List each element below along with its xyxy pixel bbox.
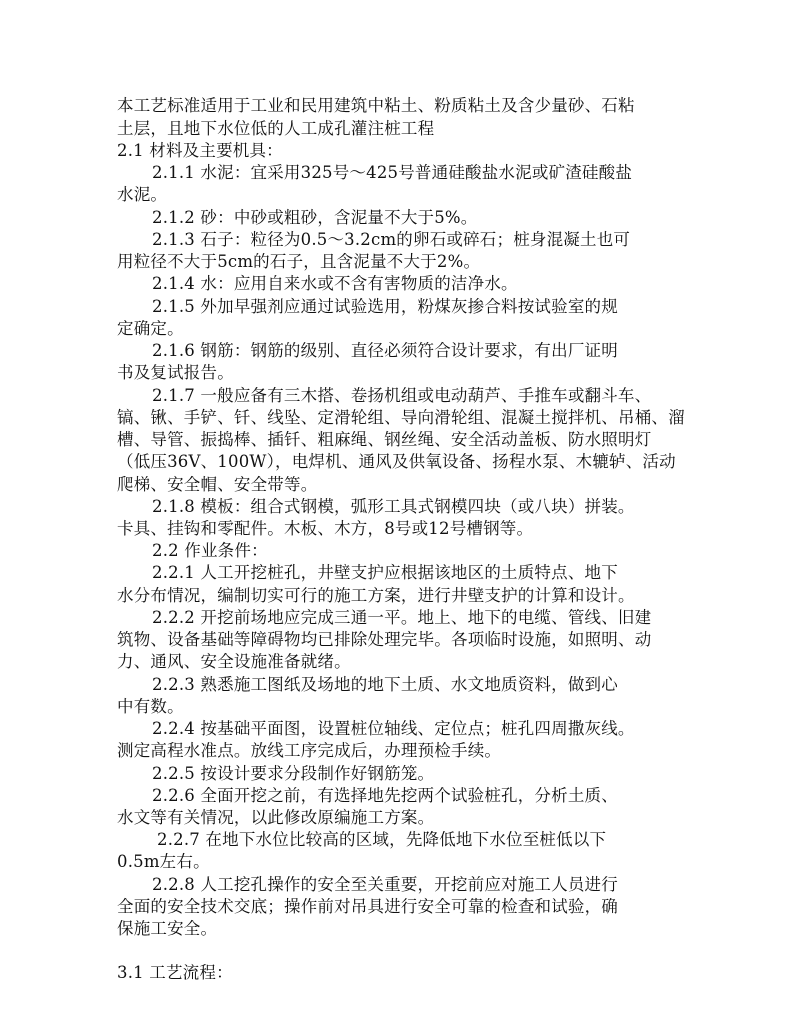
item-2-2-1-cont: 水分布情况，编制切实可行的施工方案，进行井壁支护的计算和设计。 [117, 586, 635, 605]
item-2-1-7-cont-3: （低压36V、100W），电焊机、通风及供氧设备、扬程水泵、木辘轳、活动 [117, 452, 676, 471]
item-2-2-5: 2.2.5 按设计要求分段制作好钢筋笼。 [152, 764, 435, 783]
item-2-1-8-cont: 卡具、挂钩和零配件。木板、木方，8号或12号槽钢等。 [117, 519, 534, 538]
item-2-2-6: 2.2.6 全面开挖之前，有选择地先挖两个试验桩孔，分析土质、 [152, 786, 618, 805]
item-2-1-6: 2.1.6 钢筋：钢筋的级别、直径必须符合设计要求，有出厂证明 [152, 341, 618, 360]
item-2-2-2-cont-2: 力、通风、安全设施准备就绪。 [117, 652, 351, 671]
section-2-2-heading: 2.2 作业条件： [152, 541, 268, 560]
item-2-1-4: 2.1.4 水：应用自来水或不含有害物质的洁净水。 [152, 274, 518, 293]
item-2-2-4-cont: 测定高程水准点。放线工序完成后，办理预检手续。 [117, 741, 502, 760]
item-2-1-3-cont: 用粒径不大于5cm的石子，且含泥量不大于2%。 [117, 252, 481, 271]
item-2-1-7-cont-1: 镐、锹、手铲、钎、线坠、定滑轮组、导向滑轮组、混凝土搅拌机、吊桶、溜 [117, 408, 685, 427]
item-2-2-2: 2.2.2 开挖前场地应完成三通一平。地上、地下的电缆、管线、旧建 [152, 608, 652, 627]
item-2-1-2: 2.1.2 砂：中砂或粗砂，含泥量不大于5%。 [152, 208, 478, 227]
item-2-1-7-cont-2: 槽、导管、振捣棒、插钎、粗麻绳、钢丝绳、安全活动盖板、防水照明灯 [117, 430, 652, 449]
item-2-1-6-cont: 书及复试报告。 [117, 363, 234, 382]
item-2-2-3-cont: 中有数。 [117, 697, 184, 716]
item-2-2-1: 2.2.1 人工开挖桩孔，井壁支护应根据该地区的土质特点、地下 [152, 563, 618, 582]
section-3-1-heading: 3.1 工艺流程： [117, 963, 233, 982]
item-2-1-1-cont: 水泥。 [117, 185, 168, 204]
item-2-1-1: 2.1.1 水泥：宜采用325号～425号普通硅酸盐水泥或矿渣硅酸盐 [152, 163, 633, 182]
item-2-1-5-cont: 定确定。 [117, 319, 184, 338]
item-2-1-3: 2.1.3 石子：粒径为0.5～3.2cm的卵石或碎石；桩身混凝土也可 [152, 230, 631, 249]
item-2-2-2-cont-1: 筑物、设备基础等障碍物均已排除处理完毕。各项临时设施，如照明、动 [117, 630, 652, 649]
item-2-2-4: 2.2.4 按基础平面图，设置桩位轴线、定位点；桩孔四周撒灰线。 [152, 719, 635, 738]
item-2-2-6-cont: 水文等有关情况，以此修改原编施工方案。 [117, 808, 435, 827]
item-2-1-7-cont-4: 爬梯、安全帽、安全带等。 [117, 475, 318, 494]
item-2-2-8: 2.2.8 人工挖孔操作的安全至关重要，开挖前应对施工人员进行 [152, 875, 618, 894]
item-2-2-3: 2.2.3 熟悉施工图纸及场地的地下土质、水文地质资料，做到心 [152, 675, 618, 694]
section-2-1-heading: 2.1 材料及主要机具： [117, 141, 283, 160]
intro-line-2: 土层，且地下水位低的人工成孔灌注桩工程 [117, 119, 435, 138]
item-2-2-8-cont-1: 全面的安全技术交底；操作前对吊具进行安全可靠的检查和试验，确 [117, 897, 618, 916]
item-2-2-8-cont-2: 保施工安全。 [117, 919, 218, 938]
item-2-1-7: 2.1.7 一般应备有三木搭、卷扬机组或电动葫芦、手推车或翻斗车、 [152, 386, 652, 405]
item-2-2-7-cont: 0.5m左右。 [117, 852, 210, 871]
item-2-1-8: 2.1.8 模板：组合式钢模，弧形工具式钢模四块（或八块）拼装。 [152, 497, 635, 516]
item-2-1-5: 2.1.5 外加早强剂应通过试验选用，粉煤灰掺合料按试验室的规 [152, 297, 618, 316]
item-2-2-7: 2.2.7 在地下水位比较高的区域，先降低地下水位至桩低以下 [157, 830, 607, 849]
intro-line-1: 本工艺标准适用于工业和民用建筑中粘土、粉质粘土及含少量砂、石粘 [117, 96, 635, 115]
